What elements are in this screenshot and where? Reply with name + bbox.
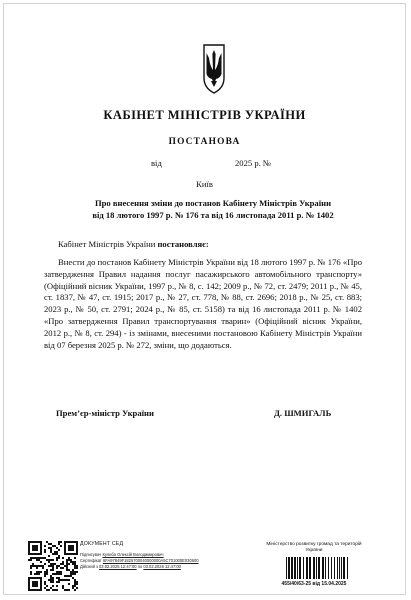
- qr-code-icon: [28, 541, 78, 591]
- signature-name: Д. ШМИГАЛЬ: [274, 408, 332, 418]
- sed-signer-line: Підписувач Кулеба Олексій Володимирович: [80, 552, 164, 557]
- intro-bold: постановляє:: [157, 239, 209, 249]
- subject-line: Про внесення зміни до постанов Кабінету Міністрів України: [94, 198, 332, 208]
- date-prefix: від: [151, 158, 162, 168]
- barcode-icon: [286, 557, 348, 579]
- sed-block: [80, 541, 230, 570]
- intro-text: Кабінет Міністрів України: [58, 239, 158, 249]
- city: Київ: [196, 179, 213, 189]
- sed-valid-from: 03.02.2025 12:47:00: [99, 564, 137, 569]
- date-suffix: 2025 р. №: [235, 158, 272, 168]
- document-page: [3, 3, 406, 595]
- signature-title: Прем’єр-міністр України: [56, 408, 154, 418]
- trident-coat-of-arms-icon: [202, 44, 226, 94]
- resolution-intro: [58, 239, 209, 249]
- resolution-body: Внести до постанов Кабінету Міністрів України від 18 лютого 1997 р. № 176 «Про затвердження Правил надання послуг пасажирського автомобільного транспорту» (Офіційний вісник України, 1997 р., № 8, с. 142; 2009 р., № 72, ст. 2479; 2011 р., № 45, ст. 1837, № 47, ст. 1915; 2017 р., № 27, ст. 778, № 88, ст. 2696; 2018 р., № 25, ст. 883; 2023 р., № 50, ст. 2791; 2024 р., № 85, ст. 5158) та від 16 листопада 2011 р. № 1402 «Про затвердження Правил транспортування тварин» (Офіційний вісник України, 2012 р., № 8, ст. 294) - із змінами, внесеними постановою Кабінету Міністрів України від 07 березня 2025 р. № 272, зміни, що додаються.: [44, 257, 362, 350]
- sed-cert: 6FA97849F1825700040000000A5C701000E030600: [102, 558, 199, 563]
- registration-organization: Міністерство розвитку громад та територій України: [266, 542, 362, 553]
- document-type: ПОСТАНОВА: [168, 137, 241, 147]
- sed-heading: ДОКУМЕНТ СЕД: [80, 541, 124, 547]
- sed-cert-line: Сертифікат 6FA97849F1825700040000000A5C701000E030600: [80, 558, 199, 563]
- document-subject: [68, 197, 358, 221]
- sed-valid-to: 03.02.2026 12:47:00: [143, 564, 181, 569]
- subject-line: від 18 лютого 1997 р. № 176 та від 16 листопада 2011 р. № 1402: [92, 210, 334, 220]
- registration-number: 455/40/63-25 від 15.04.2025: [281, 581, 347, 587]
- page-title: КАБІНЕТ МІНІСТРІВ УКРАЇНИ: [103, 108, 306, 122]
- sed-validity-line: Дійсний з 03.02.2025 12:47:00 по 03.02.2026 12:47:00: [80, 564, 181, 569]
- sed-signer: Кулеба Олексій Володимирович: [102, 552, 164, 557]
